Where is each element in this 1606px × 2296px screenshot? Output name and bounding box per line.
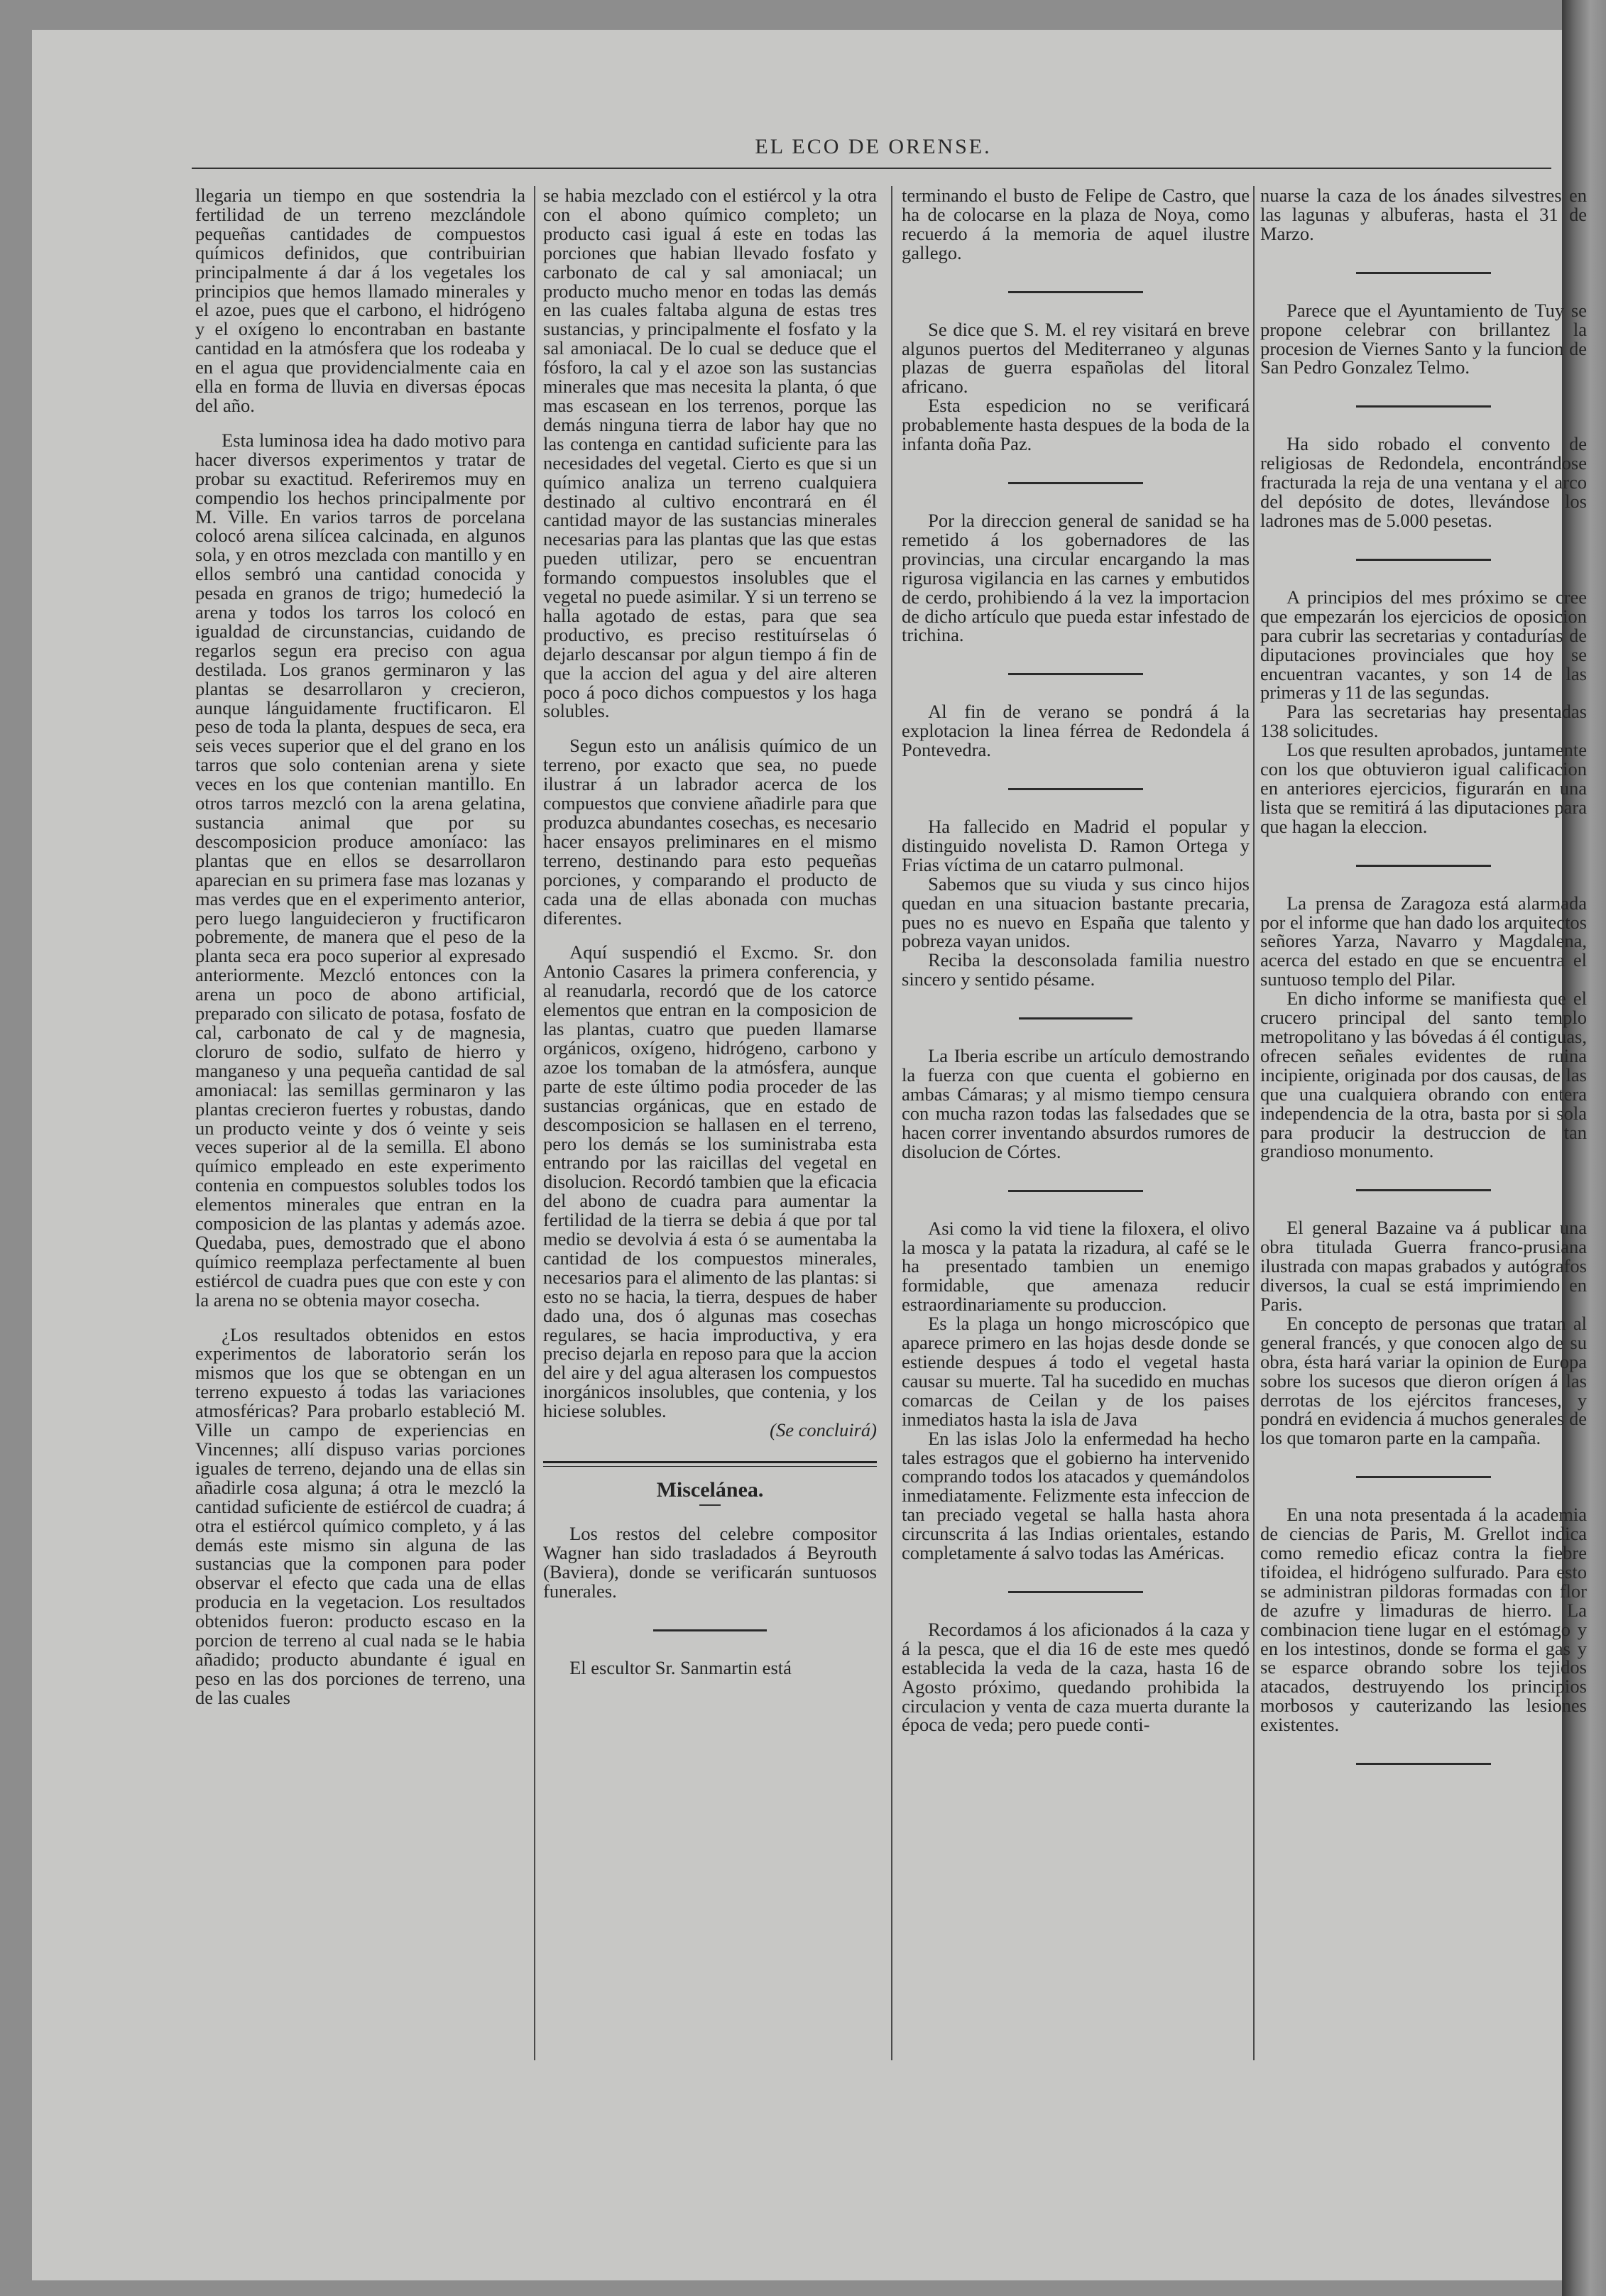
separator bbox=[1356, 865, 1491, 867]
paragraph: Ha sido robado el convento de religiosas de Redondela, encontrándose fracturada la reja de una ventana y el arco del depósito de dotes, llevándose los ladrones mas de 5.000 pesetas. bbox=[1260, 433, 1587, 531]
separator bbox=[1356, 559, 1491, 561]
column-3 bbox=[902, 186, 1250, 1734]
separator bbox=[1008, 788, 1143, 790]
paragraph: Esta espedicion no se verificará probablemente hasta despues de la boda de la infanta doña Paz. bbox=[902, 395, 1250, 455]
paragraph: Se dice que S. M. el rey visitará en breve algunos puertos del Mediterraneo y algunas plazas de guerra españolas del litoral africano. bbox=[902, 318, 1250, 398]
column-4 bbox=[1260, 186, 1587, 1792]
column-rule-2 bbox=[891, 186, 892, 2060]
paragraph: ¿Los resultados obtenidos en estos experimentos de laboratorio serán los mismos que los que se obtengan en un terreno expuesto á todas las variaciones atmosféricas? Para probarlo estableció M. Ville un campo de experiencias en Vincennes; allí dispuso varias porciones iguales de terreno, dejando una de ellas sin añadirle cosa alguna; á otra le mezcló la cantidad suficiente de estiércol de cuadra; á otra el estiércol químico completo, y á las demás este mismo sin alguna de las sustancias que la componen para poder observar el efecto que cada una de ellas producia en la vegetacion. Los resultados obtenidos fueron: producto escaso en la porcion de terreno al cual nada se le habia añadido; producto abundante é igual en peso en las dos porciones de terreno, una de las cuales bbox=[195, 1323, 525, 1708]
separator bbox=[1008, 291, 1143, 293]
paragraph: Al fin de verano se pondrá á la explotacion la linea férrea de Redondela á Pontevedra. bbox=[902, 701, 1250, 761]
paragraph: Es la plaga un hongo microscópico que aparece primero en las hojas desde donde se estiende despues á todo el vegetal hasta causar su muerte. Tal ha sucedido en muchas comarcas de Ceilan y de los paises inmediatos hasta la isla de Java bbox=[902, 1313, 1250, 1430]
paragraph: La Iberia escribe un artículo demostrando la fuerza con que cuenta el gobierno en ambas Cámaras; y al mismo tiempo censura con mucha razon todas las falsedades que se hacen correr inventando absurdos rumores de disolucion de Córtes. bbox=[902, 1045, 1250, 1162]
paragraph: Parece que el Ayuntamiento de Tuy se propone celebrar con brillantez la procesion de Viernes Santo y la funcion de San Pedro Gonzalez Telmo. bbox=[1260, 299, 1587, 378]
paragraph: La prensa de Zaragoza está alarmada por el informe que han dado los arquitectos señores Yarza, Navarro y Magdalena, acerca del estado en que se encuentra el suntuoso templo del Pilar. bbox=[1260, 892, 1587, 990]
paragraph: El escultor Sr. Sanmartin está bbox=[569, 1656, 792, 1678]
paragraph: Para las secretarias hay presentadas 138 solicitudes. bbox=[1260, 701, 1587, 742]
separator bbox=[1356, 1476, 1491, 1478]
paragraph: Reciba la desconsolada familia nuestro sincero y sentido pésame. bbox=[902, 949, 1250, 990]
column-2 bbox=[543, 186, 877, 1677]
paragraph: llegaria un tiempo en que sostendria la fertilidad de un terreno mezclándole pequeñas cantidades de compuestos químicos definidos, que contribuirian principalmente á dar á los vegetales los principios que hemos llamado minerales y el azoe, pues que el carbono, el hidrógeno y el oxígeno lo encontraban en bastante cantidad en la atmósfera que los rodeaba y en el agua que providencialmente caia en ella en forma de lluvia en diversas épocas del año. bbox=[195, 185, 525, 416]
separator bbox=[1019, 1017, 1132, 1019]
heading-dash bbox=[699, 1504, 721, 1506]
paragraph: En dicho informe se manifiesta que el crucero principal del santo templo metropolitano y las bóvedas á él contiguas, ofrecen señales evidentes de ruina incipiente, originada por dos causas, de las que una cualquiera obrando con entera independencia de la otra, basta por si sola para producir la destruccion de tan grandioso monumento. bbox=[1260, 988, 1587, 1162]
paragraph: Esta luminosa idea ha dado motivo para hacer diversos experimentos y tratar de probar su exactitud. Referiremos muy en compendio los hechos principalmente por M. Ville. En varios tarros de porcelana colocó arena silícea calcinada, en algunos sola, y en otros mezclada con mantillo y en ellos sembró una cantidad conocida y pesada en granos de trigo; humedeció la arena y todos los tarros los colocó en igualdad de circunstancias, cuidando de regarlos segun era preciso con agua destilada. Los granos germinaron y las plantas se desarrollaron y crecieron, aunque lánguidamente fructificaron. El peso de toda la planta, despues de seca, era seis veces superior que el del grano en los tarros que solo contenian arena y siete veces en los que contenian mantillo. En otros tarros mezcló con la arena gelatina, sustancia animal que por su descomposicion produce amoníaco: las plantas que en ellos se desarrollaron aparecian en su primera fase mas lozanas y mas verdes que en el experimento anterior, pero luego languidecieron y fructificaron pobremente, de manera que el peso de la planta seca era poco superior al expresado anteriormente. Mezcló entonces con la arena un poco de abono artificial, preparado con silicato de potasa, fosfato de cal, carbonato de cal y de magnesia, cloruro de sodio, sulfato de hierro y manganeso y una pequeña cantidad de sal amoniacal: las semillas germinaron y las plantas crecieron fuertes y robustas, dando un producto veinte y dos ó veinte y seis veces superior al de la semilla. El abono químico empleado en este experimento contenia en compuestos solubles todos los elementos minerales que entran en la composicion de las plantas y además azoe. Quedaba, pues, demostrado que el abono químico reemplaza perfectamente al buen estiércol de cuadra pues que con este y con la arena no se obtenia mayor cosecha. bbox=[195, 429, 525, 1311]
paragraph: El general Bazaine va á publicar una obra titulada Guerra franco-prusiana ilustrada con mapas grabados y autógrafos diversos, la cual se está imprimiendo en Paris. bbox=[1260, 1217, 1587, 1315]
paragraph: Segun esto un análisis químico de un terreno, por exacto que sea, no puede ilustrar á un labrador acerca de los compuestos que conviene añadirle para que produzca abundantes cosechas, es necesario hacer ensayos preliminares en el mismo terreno, destinando para esto pequeñas porciones, y comparando el producto de cada una de ellas abonada con muchas diferentes. bbox=[543, 735, 877, 929]
separator bbox=[1008, 1190, 1143, 1192]
page-header bbox=[195, 135, 1551, 159]
paragraph: A principios del mes próximo se cree que empezarán los ejercicios de oposicion para cubrir las secretarias y contadurías de diputaciones provinciales que hoy se encuentran vacantes, y son 14 de las primeras y 11 de las segundas. bbox=[1260, 586, 1587, 704]
paragraph: Los que resulten aprobados, juntamente con los que obtuvieron igual calificacion en anteriores ejercicios, figurarán en una lista que se remitirá á las diputaciones para que hagan la eleccion. bbox=[1260, 739, 1587, 837]
column-rule-3 bbox=[1253, 186, 1255, 2060]
paragraph: Asi como la vid tiene la filoxera, el olivo la mosca y la patata la rizadura, al café se le ha presentado tambien un enemigo formidable, que amenaza reducir estraordinariamente su produccion. bbox=[902, 1217, 1250, 1316]
section-divider bbox=[543, 1461, 877, 1467]
paragraph: Aquí suspendió el Excmo. Sr. don Antonio Casares la primera conferencia, y al reanudarla, recordó que de los catorce elementos que entran en la composicion de las plantas, cuatro que pueden llamarse orgánicos, oxígeno, hidrógeno, carbono y azoe los tomaban de la atmósfera, aunque parte de este último podia proceder de las sustancias orgánicas, que en estado de descomposicion se hallasen en el terreno, pero los demás se los suministraba esta entrando por las raicillas del vegetal en disolucion. Recordó tambien que la eficacia del abono de cuadra para aumentar la fertilidad de la tierra se debia á que por tal medio se devolvia á esta ó se aumentaba la cantidad de los compuestos minerales, necesarios para el alimento de las plantas: si esto no se hacia, la tierra, despues de haber dado una, dos ó algunas mas cosechas regulares, se hacia improductiva, y era preciso dejarla en reposo para que la accion del aire y del agua alterasen los compuestos inorgánicos insolubles, que contenia, y los hiciese solubles. bbox=[543, 941, 877, 1422]
separator bbox=[1356, 272, 1491, 274]
separator bbox=[653, 1629, 767, 1631]
paragraph: nuarse la caza de los ánades silvestres en las lagunas y albuferas, hasta el 31 de Marzo. bbox=[1260, 185, 1587, 244]
paragraph: En las islas Jolo la enfermedad ha hecho tales estragos que el gobierno ha intervenido comprando todos los atacados y quemándolos inmediatamente. Felizmente esta infeccion de tan preciado vegetal se halla hasta ahora circunscrita á las Indias orientales, estando completamente á salvo todas las Américas. bbox=[902, 1427, 1250, 1564]
paragraph: Recordamos á los aficionados á la caza y á la pesca, que el dia 16 de este mes quedó establecida la veda de la caza, hasta 16 de Agosto próximo, quedando prohibida la circulacion y venta de caza muerta durante la época de veda; pero puede conti- bbox=[902, 1618, 1250, 1736]
paragraph: Los restos del celebre compositor Wagner han sido trasladados á Beyrouth (Baviera), donde se verificarán suntuosos funerales. bbox=[543, 1522, 877, 1602]
paragraph: terminando el busto de Felipe de Castro, que ha de colocarse en la plaza de Noya, como recuerdo á la memoria de aquel ilustre gallego. bbox=[902, 185, 1250, 263]
continuation-note: (Se concluirá) bbox=[770, 1419, 877, 1441]
paragraph: se habia mezclado con el estiércol y la otra con el abono químico completo; un producto casi igual á este en todas las porciones que habian llevado fosfato y carbonato de cal y sal amoniacal; un producto mucho menor en todas las demás en las cuales faltaba alguna de estas tres sustancias, y principalmente el fosfato y la sal amoniacal. De lo cual se deduce que el fósforo, la cal y el azoe son las sustancias minerales que mas necesita la planta, ó que mas escasean en los terrenos, porque las demás ninguna tierra de labor hay que no las contenga en cantidad suficiente para las necesidades del vegetal. Cierto es que si un químico analiza un terreno cualquiera destinado al cultivo encontrará en él cantidad mayor de las sustancias minerales necesarias para las plantas que las que estas pueden utilizar, pero se encuentran formando compuestos insolubles que el vegetal no puede asimilar. Y si un terreno se halla agotado de estas, para que sea productivo, es preciso restituírselas ó dejarlo descansar por algun tiempo á fin de que la accion del agua y del aire alteren poco á poco dichos compuestos y los haga solubles. bbox=[543, 185, 877, 722]
paragraph: Sabemos que su viuda y sus cinco hijos quedan en una situacion bastante precaria, pues no es nuevo en España que talento y pobreza vayan unidos. bbox=[902, 873, 1250, 952]
column-rule-1 bbox=[534, 186, 535, 2060]
header-rule bbox=[192, 168, 1551, 169]
paragraph: Por la direccion general de sanidad se ha remetido á los gobernadores de las provincias, una circular encargando la mas rigurosa vigilancia en las carnes y embutidos de cerdo, prohibiendo á la vez la importacion de dicho artículo que pueda estar infestado de trichina. bbox=[902, 509, 1250, 646]
paragraph: En concepto de personas que tratan al general francés, y que conocen algo de su obra, ésta hará variar la opinion de Europa sobre los sucesos que dieron orígen á las derrotas de los ejércitos franceses, y pondrá en evidencia á muchos generales de los que tomaron parte en la campaña. bbox=[1260, 1312, 1587, 1449]
section-heading-miscelanea: Miscelánea. bbox=[656, 1478, 764, 1502]
separator bbox=[1008, 673, 1143, 675]
separator bbox=[1008, 482, 1143, 484]
separator bbox=[1008, 1591, 1143, 1593]
separator bbox=[1356, 1189, 1491, 1191]
paragraph: Ha fallecido en Madrid el popular y distinguido novelista D. Ramon Ortega y Frias víctima de un catarro pulmonal. bbox=[902, 816, 1250, 875]
newspaper-title: EL ECO DE ORENSE. bbox=[755, 135, 992, 158]
paragraph: En una nota presentada á la academia de ciencias de Paris, M. Grellot indica como remedio eficaz contra la fiebre tifoidea, el hidrógeno sulfurado. Para esto se administran pildoras formadas con flor de azufre y limaduras de hierro. La combinacion tiene lugar en el estómago y en los intestinos, donde se forma el gas y se esparce obrando sobre los tejidos atacados, destruyendo los principios morbosos y cauterizando las lesiones existentes. bbox=[1260, 1504, 1587, 1736]
separator bbox=[1356, 405, 1491, 408]
separator bbox=[1356, 1763, 1491, 1765]
column-1 bbox=[195, 186, 525, 1707]
